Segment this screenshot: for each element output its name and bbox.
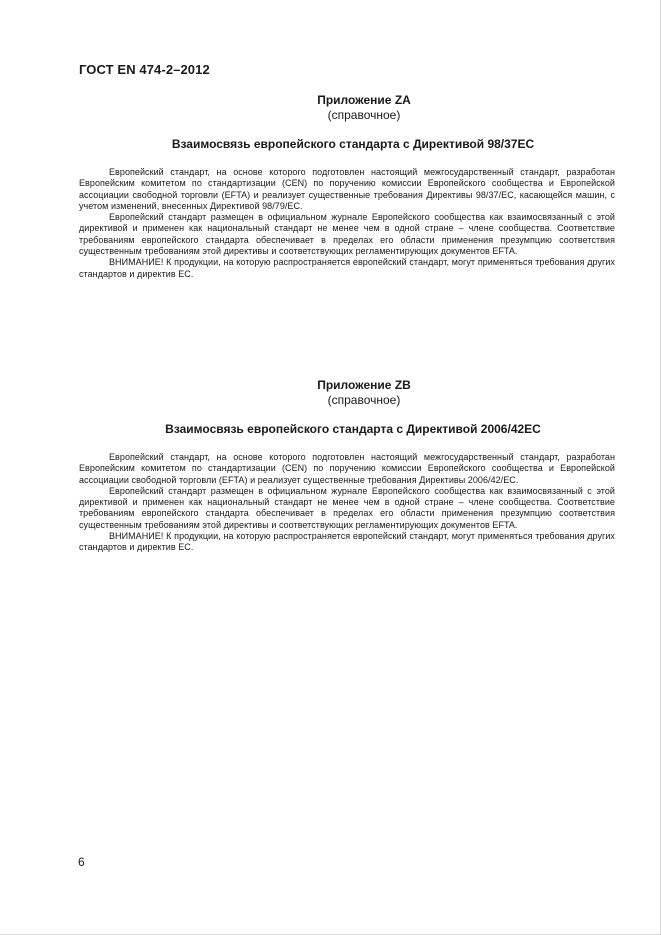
annex-za-paragraph-3: ВНИМАНИЕ! К продукции, на которую распространяется европейский стандарт, могут применяться требования других стандартов и директив ЕС. [79, 257, 615, 279]
annex-zb-paragraph-3: ВНИМАНИЕ! К продукции, на которую распространяется европейский стандарт, могут применяться требования других стандартов и директив ЕС. [79, 531, 615, 553]
annex-za-paragraph-1: Европейский стандарт, на основе которого подготовлен настоящий межгосударственный стандарт, разработан Европейским комитетом по стандартизации (CEN) по поручению комиссии Европейского сообщества и Европейской ассоциации свободной торговли (EFTA) и реализует существенные требования Директивы 98/37/ЕС, касающейся машин, с учетом изменений, внесенных Директивой 98/79/ЕС. [79, 167, 615, 211]
annex-zb-subtitle: (справочное) [327, 393, 401, 407]
annex-zb-title: Приложение ZB [317, 378, 411, 392]
annex-za-paragraph-2: Европейский стандарт размещен в официальном журнале Европейского сообщества как взаимосвязанный с этой директивой и применен как национальный стандарт не менее чем в одной стране – члене сообщества. Соответствие требованиям европейского стандарта обеспечивает в пределах его области применения презумпцию соответствия существенным требованиям этой директивы и соответствующих регламентирующих документов EFTA. [79, 212, 615, 257]
annex-zb [79, 378, 615, 554]
document-code: ГОСТ EN 474-2–2012 [79, 62, 210, 77]
annex-za [79, 93, 615, 280]
annex-zb-heading: Взаимосвязь европейского стандарта с Директивой 2006/42ЕС [165, 422, 541, 436]
annex-za-heading: Взаимосвязь европейского стандарта с Директивой 98/37ЕС [171, 137, 535, 151]
annex-za-title: Приложение ZA [317, 93, 411, 107]
annex-zb-paragraph-1: Европейский стандарт, на основе которого подготовлен настоящий межгосударственный стандарт, разработан Европейским комитетом по стандартизации (CEN) по поручению комиссии Европейского сообщества и Европейской ассоциации свободной торговли (EFTA) и реализует существенные требования Директивы 2006/42/ЕС. [79, 452, 615, 485]
annex-zb-paragraph-2: Европейский стандарт размещен в официальном журнале Европейского сообщества как взаимосвязанный с этой директивой и применен как национальный стандарт не менее чем в одной стране – члене сообщества. Соответствие требованиям европейского стандарта обеспечивает в пределах его области применения презумпцию соответствия существенным требованиям этой директивы и соответствующих регламентирующих документов EFTA. [79, 485, 615, 530]
annex-za-subtitle: (справочное) [327, 108, 401, 122]
page-number: 6 [78, 855, 85, 869]
